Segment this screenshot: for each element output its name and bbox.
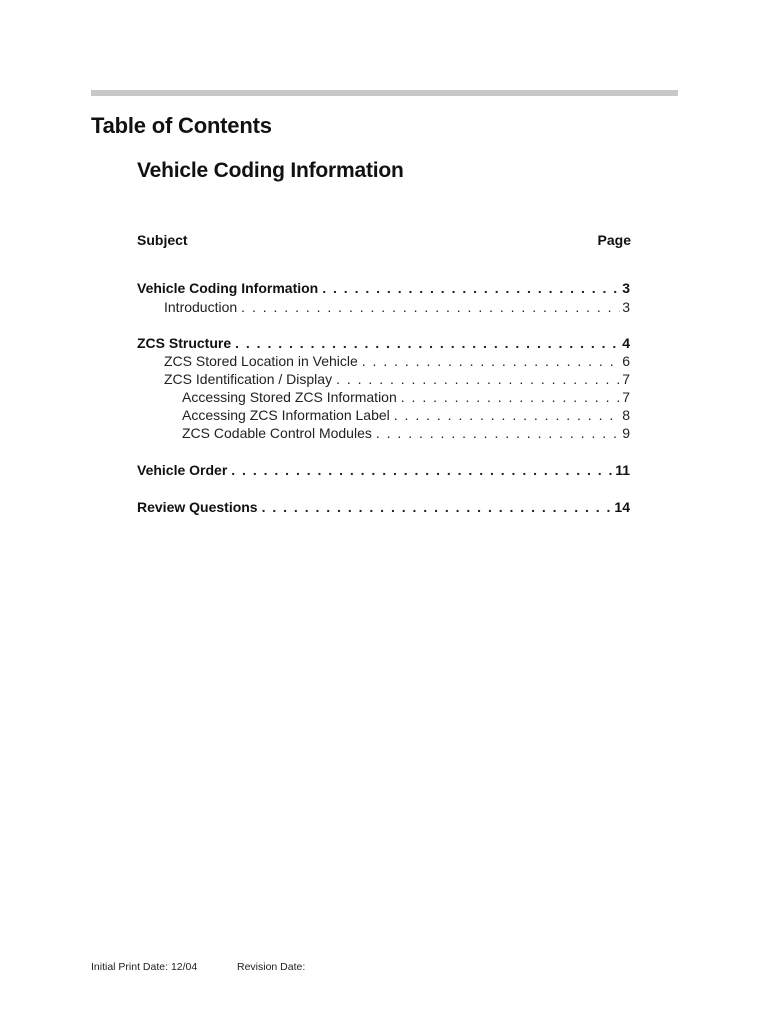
- toc-entry-label: Vehicle Coding Information: [137, 280, 319, 296]
- toc-entry-vehicle-order[interactable]: [137, 462, 630, 480]
- toc-entry-page: 14: [614, 499, 630, 515]
- toc-entry-label: ZCS Codable Control Modules: [182, 425, 372, 441]
- toc-entry-label: Vehicle Order: [137, 462, 228, 478]
- toc-entry-page: 9: [622, 425, 630, 441]
- toc-entry-label: Accessing Stored ZCS Information: [182, 389, 397, 405]
- subject-column-header: Subject: [137, 232, 188, 248]
- toc-entry-page: 3: [622, 280, 630, 296]
- toc-entry-page: 6: [622, 353, 630, 369]
- toc-entry-page: 7: [622, 389, 630, 405]
- toc-entry-page: 7: [622, 371, 630, 387]
- toc-entry-zcs-stored-location[interactable]: [164, 353, 630, 371]
- toc-entry-label: ZCS Identification / Display: [164, 371, 333, 387]
- dot-leader: [376, 425, 620, 441]
- toc-entry-label: Introduction: [164, 299, 238, 315]
- section-title: Vehicle Coding Information: [137, 159, 404, 182]
- dot-leader: [394, 407, 620, 423]
- toc-entry-zcs-structure[interactable]: [137, 335, 630, 353]
- page-column-header: Page: [597, 232, 631, 248]
- dot-leader: [362, 353, 620, 369]
- initial-print-date: Initial Print Date: 12/04: [91, 961, 198, 973]
- toc-entry-zcs-identification[interactable]: [164, 371, 630, 389]
- toc-entry-label: ZCS Stored Location in Vehicle: [164, 353, 358, 369]
- toc-entry-page: 11: [615, 462, 630, 478]
- dot-leader: [235, 335, 620, 351]
- toc-entry-accessing-stored-zcs[interactable]: [182, 389, 630, 407]
- dot-leader: [322, 280, 620, 296]
- toc-entry-zcs-codable-modules[interactable]: [182, 425, 630, 443]
- dot-leader: [241, 299, 620, 315]
- toc-entry-page: 3: [622, 299, 630, 315]
- revision-date: Revision Date:: [237, 961, 306, 973]
- dot-leader: [262, 499, 613, 515]
- toc-entry-label: Accessing ZCS Information Label: [182, 407, 390, 423]
- toc-entry-label: ZCS Structure: [137, 335, 232, 351]
- header-divider: [91, 90, 678, 96]
- dot-leader: [336, 371, 620, 387]
- dot-leader: [231, 462, 613, 478]
- page-title: Table of Contents: [91, 113, 272, 138]
- dot-leader: [401, 389, 620, 405]
- toc-entry-label: Review Questions: [137, 499, 258, 515]
- toc-entry-vehicle-coding-information[interactable]: [137, 280, 630, 298]
- toc-entry-review-questions[interactable]: [137, 499, 630, 517]
- toc-entry-accessing-zcs-label[interactable]: [182, 407, 630, 425]
- toc-entry-page: 8: [622, 407, 630, 423]
- toc-entry-page: 4: [622, 335, 630, 351]
- toc-entry-introduction[interactable]: [164, 299, 630, 317]
